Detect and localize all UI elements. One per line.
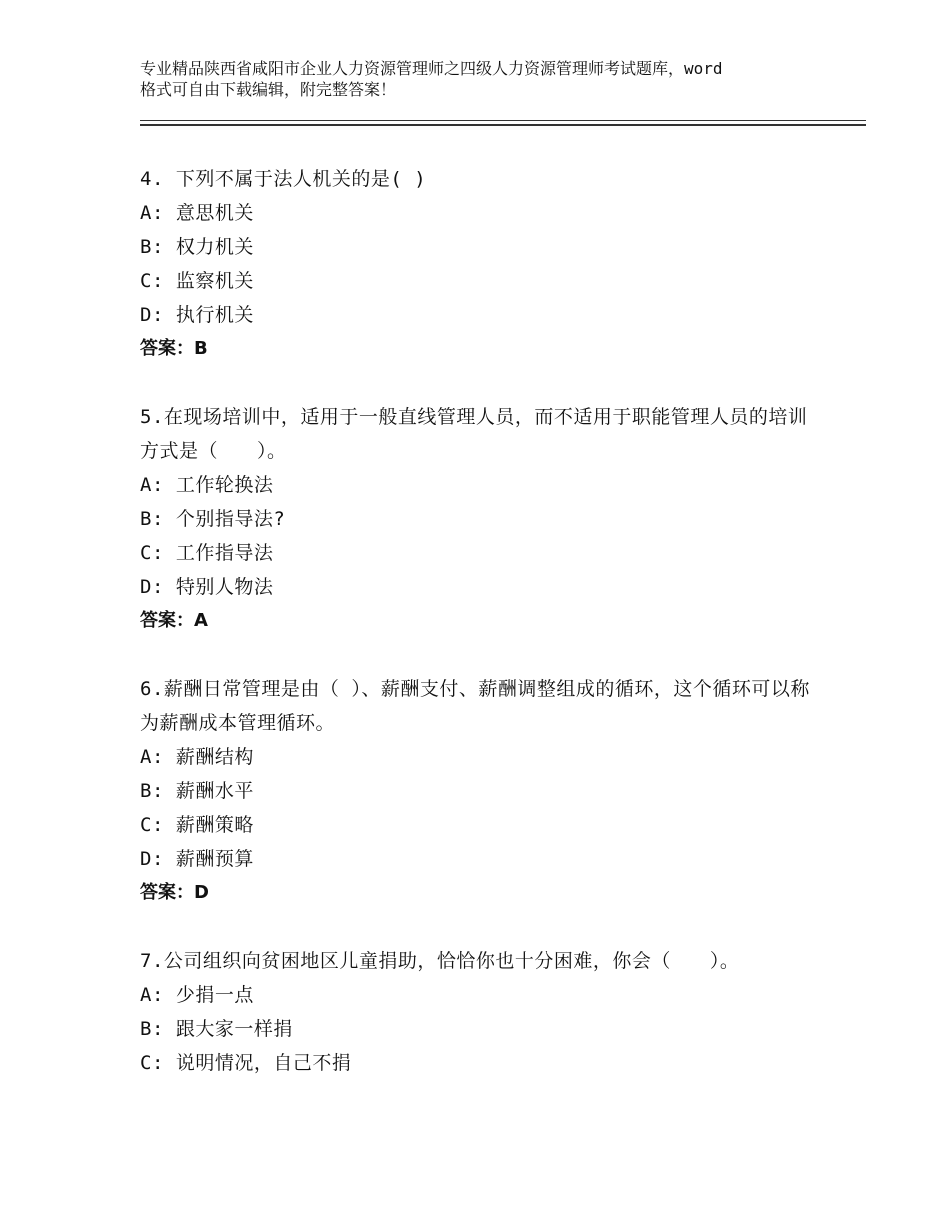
option-d: D: 薪酬预算 [140, 848, 254, 870]
question-7 [140, 944, 820, 1080]
option-b: B: 个别指导法? [140, 508, 286, 530]
option-a: A: 薪酬结构 [140, 746, 254, 768]
question-6 [140, 672, 820, 910]
option-a: A: 工作轮换法 [140, 474, 274, 496]
header-title-line2: 格式可自由下载编辑，附完整答案！ [140, 80, 397, 99]
header-divider-thick [140, 124, 866, 126]
document-header [140, 58, 840, 100]
question-stem: 4. 下列不属于法人机关的是( ) [140, 168, 427, 190]
option-d: D: 执行机关 [140, 304, 254, 326]
question-list [140, 162, 820, 1114]
option-c: C: 说明情况，自己不捐 [140, 1052, 352, 1074]
option-c: C: 工作指导法 [140, 542, 274, 564]
answer-label: 答案：B [140, 338, 208, 359]
option-a: A: 意思机关 [140, 202, 254, 224]
option-d: D: 特别人物法 [140, 576, 274, 598]
question-stem: 5.在现场培训中，适用于一般直线管理人员，而不适用于职能管理人员的培训方式是（ ）。 [140, 406, 808, 462]
option-c: C: 薪酬策略 [140, 814, 254, 836]
option-b: B: 权力机关 [140, 236, 254, 258]
question-5 [140, 400, 820, 638]
option-b: B: 跟大家一样捐 [140, 1018, 293, 1040]
option-c: C: 监察机关 [140, 270, 254, 292]
option-b: B: 薪酬水平 [140, 780, 254, 802]
question-4 [140, 162, 820, 366]
answer-label: 答案：D [140, 882, 209, 903]
header-divider [140, 120, 866, 121]
header-title-line1: 专业精品陕西省咸阳市企业人力资源管理师之四级人力资源管理师考试题库，word [140, 59, 723, 78]
option-a: A: 少捐一点 [140, 984, 254, 1006]
answer-label: 答案：A [140, 610, 208, 631]
question-stem: 6.薪酬日常管理是由（ ）、薪酬支付、薪酬调整组成的循环，这个循环可以称为薪酬成本管理循环。 [140, 678, 810, 734]
question-stem: 7.公司组织向贫困地区儿童捐助，恰恰你也十分困难，你会（ ）。 [140, 950, 740, 972]
